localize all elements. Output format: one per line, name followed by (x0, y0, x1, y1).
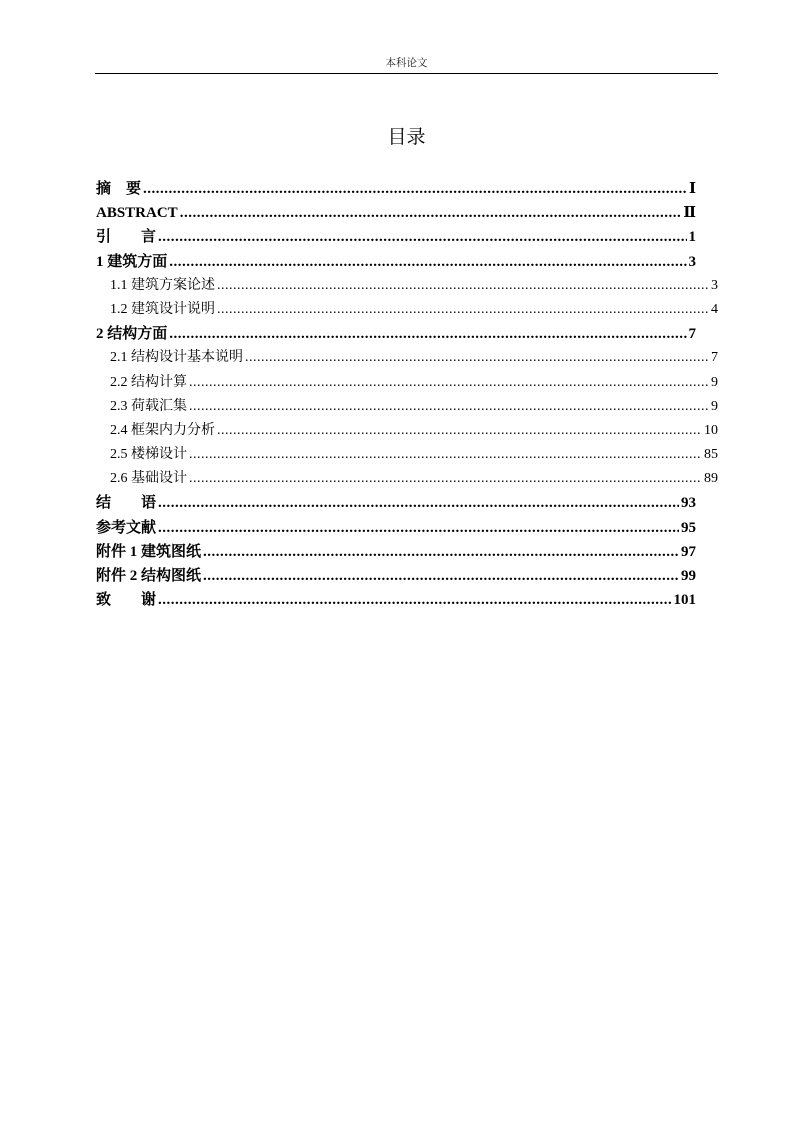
toc-entry-chapter-1[interactable] (96, 250, 696, 274)
toc-label: 引 言 (96, 229, 157, 246)
toc-entry-section-2-4[interactable] (96, 419, 718, 443)
toc-entry-chapter-2[interactable] (96, 322, 696, 346)
toc-page-number: 95 (681, 519, 696, 536)
toc-page-number: 93 (681, 495, 696, 512)
toc-label: 2.6 基础设计 (110, 471, 187, 487)
toc-label: 1.1 建筑方案论述 (110, 277, 215, 293)
toc-label: ABSTRACT (96, 205, 178, 222)
toc-entry-conclusion[interactable] (96, 491, 696, 515)
toc-entry-section-1-2[interactable] (96, 298, 718, 322)
toc-leader (189, 443, 702, 467)
toc-leader (217, 298, 709, 322)
toc-leader (158, 588, 671, 612)
toc-entry-section-2-5[interactable] (96, 443, 718, 467)
toc-entry-section-1-1[interactable] (96, 274, 718, 298)
toc-label: 致 谢 (96, 592, 157, 609)
toc-leader (217, 274, 709, 298)
toc-leader (143, 177, 687, 201)
toc-page-number: 9 (711, 398, 718, 414)
toc-label: 附件 2 结构图纸 (96, 568, 202, 584)
toc-entry-acknowledgements[interactable] (96, 588, 696, 612)
toc-leader (189, 395, 709, 419)
toc-label: 摘 要 (96, 181, 142, 197)
toc-page-number: 1 (688, 229, 696, 246)
toc-page-number: 4 (711, 301, 718, 317)
toc-leader (203, 540, 679, 564)
toc-label: 2.2 结构计算 (110, 374, 187, 390)
toc-leader (217, 419, 702, 443)
page-title: 目录 (387, 127, 426, 148)
toc-label: 2.1 结构设计基本说明 (110, 350, 243, 366)
toc-page-number: 99 (681, 568, 696, 584)
toc-page-number: Ⅰ (688, 181, 696, 197)
toc-leader (158, 491, 679, 515)
toc-leader (169, 250, 686, 274)
header-rule (95, 73, 718, 74)
toc-entry-section-2-3[interactable] (96, 395, 718, 419)
toc-leader (203, 564, 679, 588)
toc-page-number: 89 (704, 471, 718, 487)
toc-entry-section-2-2[interactable] (96, 371, 718, 395)
toc-entry-section-2-1[interactable] (96, 346, 718, 370)
table-of-contents (96, 177, 718, 612)
toc-page-number: 9 (711, 374, 718, 390)
toc-leader (158, 225, 686, 249)
toc-leader (245, 346, 709, 370)
toc-entry-introduction[interactable] (96, 225, 696, 249)
toc-label: 附件 1 建筑图纸 (96, 543, 202, 560)
toc-leader (189, 371, 709, 395)
toc-page-number: 101 (673, 592, 696, 609)
toc-label: 1.2 建筑设计说明 (110, 301, 215, 317)
toc-page-number: 7 (711, 350, 718, 366)
toc-label: 2 结构方面 (96, 326, 168, 343)
toc-label: 1 建筑方面 (96, 253, 168, 270)
toc-page-number: 97 (681, 543, 696, 560)
toc-entry-appendix-1[interactable] (96, 540, 696, 564)
toc-leader (169, 322, 686, 346)
toc-leader (189, 467, 702, 491)
toc-entry-section-2-6[interactable] (96, 467, 718, 491)
toc-leader (158, 516, 679, 540)
toc-page-number: 3 (688, 253, 696, 270)
running-header: 本科论文 (385, 58, 428, 69)
toc-entry-references[interactable] (96, 516, 696, 540)
toc-label: 2.5 楼梯设计 (110, 447, 187, 463)
toc-page-number: 10 (704, 422, 718, 438)
toc-entry-appendix-2[interactable] (96, 564, 696, 588)
toc-label: 结 语 (96, 495, 157, 512)
toc-page-number: 85 (704, 447, 718, 463)
toc-leader (180, 201, 682, 225)
toc-label: 参考文献 (96, 519, 157, 536)
toc-page-number: 7 (688, 326, 696, 343)
toc-label: 2.3 荷载汇集 (110, 398, 187, 414)
toc-page-number: 3 (711, 277, 718, 293)
toc-page-number: Ⅱ (683, 205, 696, 222)
toc-entry-abstract-cn[interactable] (96, 177, 696, 201)
toc-label: 2.4 框架内力分析 (110, 422, 215, 438)
toc-entry-abstract-en[interactable] (96, 201, 696, 225)
